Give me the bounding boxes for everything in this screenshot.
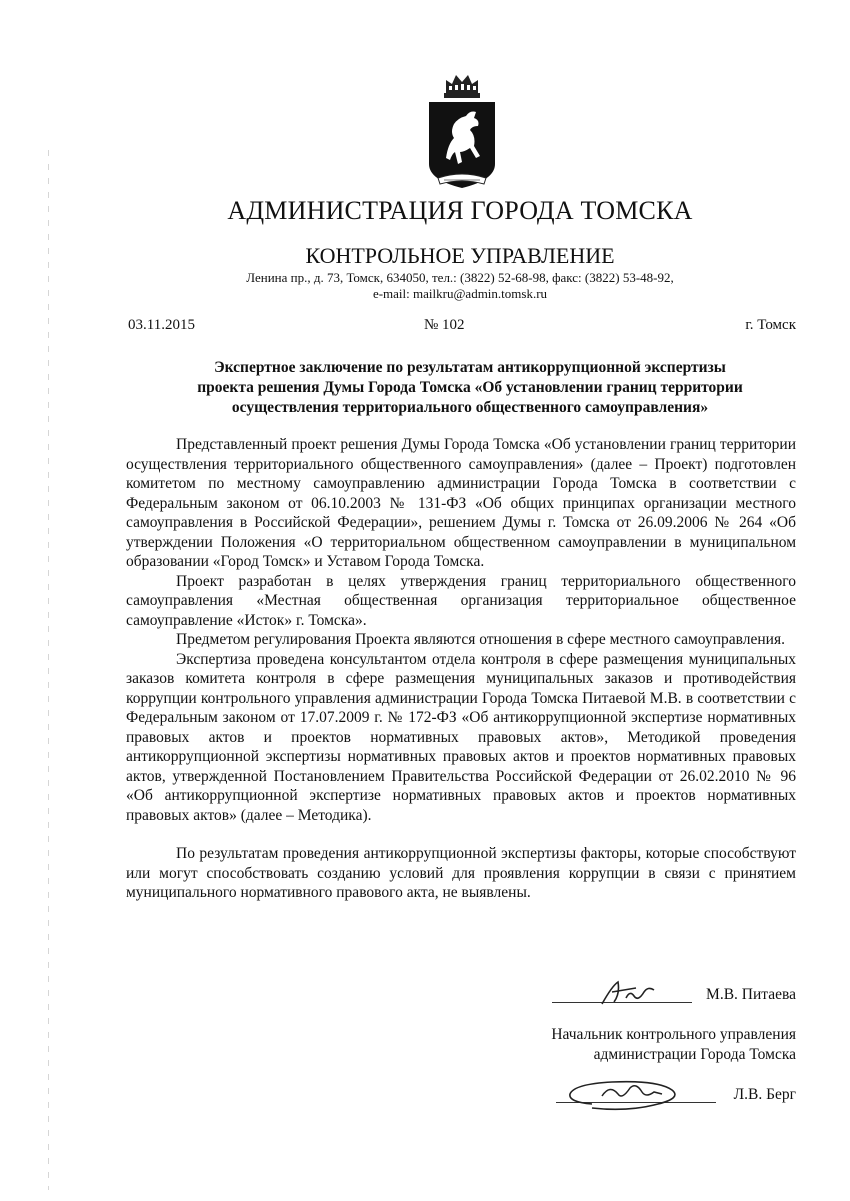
handwritten-signature-icon [596, 976, 666, 1008]
document-number: № 102 [424, 317, 465, 333]
chief-title-line: Начальник контрольного управления [551, 1026, 796, 1043]
chief-name: Л.В. Берг [733, 1086, 796, 1103]
address-line: Ленина пр., д. 73, Томск, 634050, тел.: (3822) 52-68-98, факс: (3822) 53-48-92, [246, 270, 674, 285]
scan-edge-mark [48, 150, 49, 1190]
address-block [0, 270, 850, 302]
document-heading [150, 358, 790, 418]
body-paragraph: Проект разработан в целях утверждения границ территориального общественного самоуправления «Местная общественная организация территориальное общественное самоуправление «Исток» г. Томска». [126, 572, 796, 629]
document-city: г. Томск [745, 317, 796, 333]
document-date: 03.11.2015 [128, 317, 195, 333]
body-paragraph: Предметом регулирования Проекта являются отношения в сфере местного самоуправления. [176, 631, 785, 648]
heading-line: проекта решения Думы Города Томска «Об установлении границ территории [197, 379, 743, 396]
expert-name: М.В. Питаева [706, 986, 796, 1003]
department-title: КОНТРОЛЬНОЕ УПРАВЛЕНИЕ [305, 243, 615, 268]
body-paragraph: Представленный проект решения Думы Города Томска «Об установлении границ территории осуществления территориального общественного самоуправления» (далее – Проект) подготовлен комитетом по местному самоуправлению администрации Города Томска в соответствии с Федеральным законом от 06.10.2003 № 131-ФЗ «Об общих принципах организации местного самоуправления в Российской Федерации», решением Думы г. Томска от 26.09.2006 № 264 «Об утверждении Положения «О территориальном общественном самоуправлении в муниципальном образовании «Город Томск» и Уставом Города Томска. [126, 436, 796, 570]
heading-line: осуществления территориального общественного самоуправления» [231, 399, 709, 416]
chief-title [551, 1025, 796, 1065]
handwritten-signature-icon [562, 1074, 692, 1118]
organization-title: АДМИНИСТРАЦИЯ ГОРОДА ТОМСКА [227, 196, 693, 225]
body-paragraph: По результатам проведения антикоррупционной экспертизы факторы, которые способствуют или могут способствовать созданию условий для проявления коррупции в связи с принятием муниципального нормативного правового акта, не выявлены. [126, 845, 796, 901]
coat-of-arms-icon [424, 72, 500, 194]
heading-line: Экспертное заключение по результатам антикоррупционной экспертизы [214, 359, 726, 376]
body-paragraph: Экспертиза проведена консультантом отдела контроля в сфере размещения муниципальных заказов комитета контроля в сфере размещения муниципальных заказов и противодействия коррупции контрольного управления администрации Города Томска Питаевой М.В. в соответствии с Федеральным законом от 17.07.2009 г. № 172-ФЗ «Об антикоррупционной экспертизе нормативных правовых актов и проектов нормативных правовых актов», Методикой проведения антикоррупционной экспертизы нормативных правовых актов и проектов нормативных правовых актов, утвержденной Постановлением Правительства Российской Федерации от 26.02.2010 № 96 «Об антикоррупционной экспертизе нормативных правовых актов и проектов нормативных правовых актов» (далее – Методика). [126, 650, 796, 824]
email-line: e-mail: mailkru@admin.tomsk.ru [372, 286, 548, 301]
chief-title-line: администрации Города Томска [593, 1046, 796, 1063]
document-body [126, 435, 796, 903]
